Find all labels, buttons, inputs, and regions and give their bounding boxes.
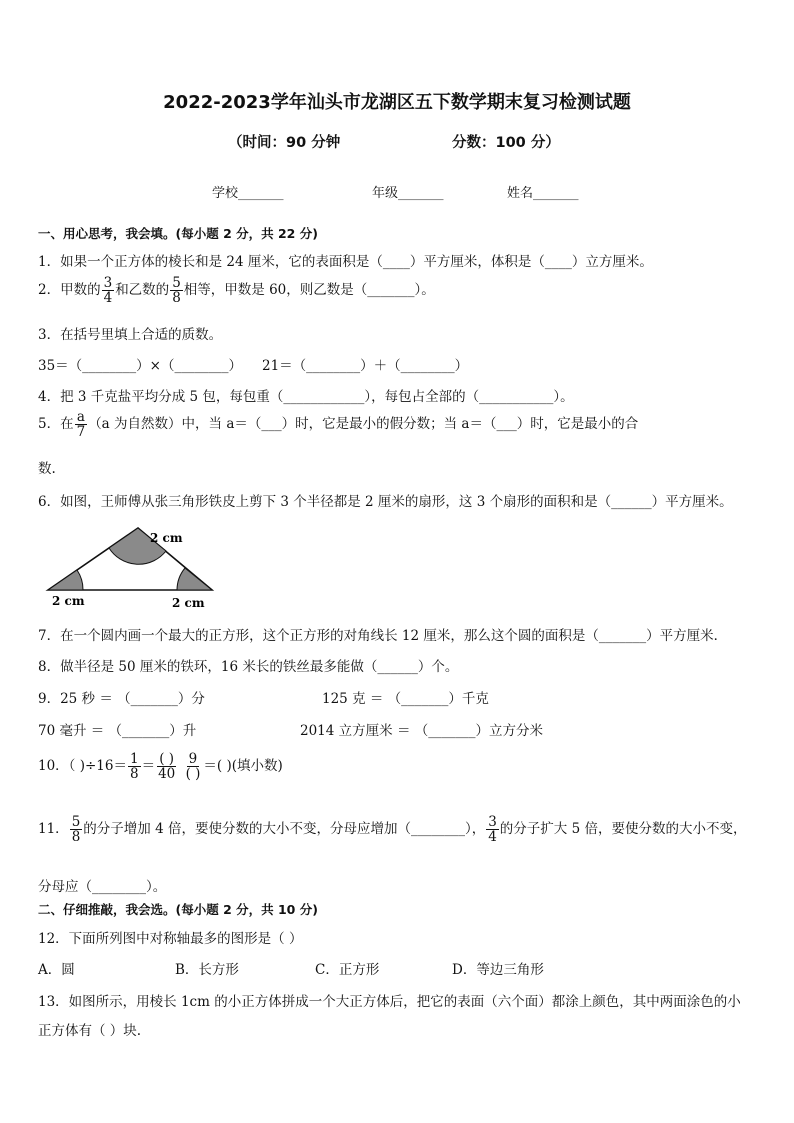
triangle-figure [40,522,220,614]
question-12: 12．下面所列图中对称轴最多的图形是（ ） [38,931,303,947]
question-5: 5．在 $\frac{a}{7}$ （a 为自然数）中，当 a＝（___）时，它是最小的假分数；当 a＝（___）时，它是最小的合 [38,409,639,441]
grade-field: 年级_______ [372,186,444,201]
exam-time: （时间：90 分钟 [228,135,341,151]
left-sector [48,570,83,590]
left-label: 2 cm [52,594,85,608]
top-label: 2 cm [150,531,183,545]
section-1-heading: 一、用心思考，我会填。(每小题 2 分，共 22 分) [38,226,318,241]
question-9-part-d: 2014 立方厘米 ＝ （_______）立方分米 [300,723,543,739]
right-sector [177,568,212,590]
question-2: 2．甲数的 $\frac{3}{4}$ 和乙数的 $\frac{5}{8}$ 相等，甲数是 60，则乙数是（_______）。 [38,275,435,307]
question-9-part-c: 70 毫升 ＝ （_______）升 [38,723,197,739]
exam-score: 分数：100 分） [452,135,560,151]
question-9-part-b: 125 克 ＝ （_______）千克 [322,691,489,707]
page-title: 2022-2023学年汕头市龙湖区五下数学期末复习检测试题 [163,92,631,113]
right-label: 2 cm [172,596,205,610]
question-11-cont: 分母应（________）。 [38,879,167,895]
question-3-part-a: 35＝（________）×（________） [38,358,242,374]
school-field: 学校_______ [212,186,284,201]
question-3: 3．在括号里填上合适的质数。 [38,327,223,343]
question-1: 1．如果一个正方体的棱长和是 24 厘米，它的表面积是（____）平方厘米，体积是（____）立方厘米。 [38,254,653,270]
question-11: 11． $\frac{5}{8}$ 的分子增加 4 倍，要使分数的大小不变，分母应增加（________）， $\frac{3}{4}$ 的分子扩大 5 倍，要使分数的大小不变， [38,814,747,846]
question-8: 8．做半径是 50 厘米的铁环，16 米长的铁丝最多能做（______）个。 [38,659,459,675]
section-2-heading: 二、仔细推敲，我会选。(每小题 2 分，共 10 分) [38,902,318,917]
option-c: C．正方形 [315,962,380,978]
question-10: 10．（ )÷16＝ $\frac{1}{8}$ ＝ $\frac{( )}{40}$ $\frac{9}{( )}$ ＝( )(填小数) [38,751,283,783]
question-5-cont: 数. [38,461,56,477]
name-field: 姓名_______ [507,186,579,201]
option-b: B．长方形 [175,962,239,978]
question-13: 13．如图所示，用棱长 1cm 的小正方体拼成一个大正方体后，把它的表面（六个面）都涂上颜色，其中两面涂色的小 [38,994,741,1010]
option-d: D．等边三角形 [452,962,544,978]
question-13-cont: 正方体有（ ）块. [38,1023,142,1039]
option-a: A．圆 [38,962,75,978]
question-4: 4．把 3 千克盐平均分成 5 包，每包重（____________），每包占全部的（___________）。 [38,389,574,405]
question-7: 7．在一个圆内画一个最大的正方形，这个正方形的对角线长 12 厘米，那么这个圆的面积是（_______）平方厘米． [38,628,728,644]
question-6: 6．如图，王师傅从张三角形铁皮上剪下 3 个半径都是 2 厘米的扇形，这 3 个扇形的面积和是（______）平方厘米。 [38,494,733,510]
question-3-part-b: 21＝（________）＋（________） [262,358,469,374]
question-9-part-a: 9．25 秒 ＝ （_______）分 [38,691,205,707]
